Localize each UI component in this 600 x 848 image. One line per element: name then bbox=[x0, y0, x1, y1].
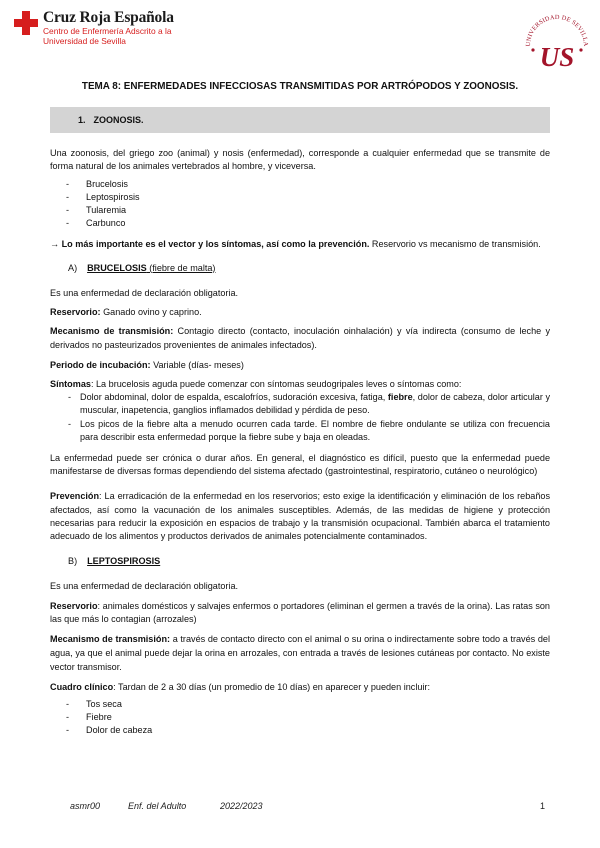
page-header bbox=[0, 0, 600, 72]
field-value: : animales domésticos y salvajes enfermos o portadores (eliminan el germen a través de la orina). Las ratas son las que más lo contagian (arrozales) bbox=[50, 600, 550, 625]
subsection-letter: B) bbox=[68, 556, 78, 567]
field-label: Mecanismo de transmisión: bbox=[50, 326, 174, 337]
field-value: Variable (días- meses) bbox=[150, 359, 244, 370]
field-value: : Tardan de 2 a 30 días (un promedio de 10 días) en aparecer y pueden incluir: bbox=[113, 681, 430, 692]
leptospirosis-mecanismo bbox=[50, 633, 550, 674]
red-cross-icon bbox=[14, 11, 38, 35]
leptospirosis-declaracion: Es una enfermedad de declaración obligatoria. bbox=[50, 581, 239, 592]
document-body bbox=[50, 80, 550, 745]
key-point-paragraph bbox=[50, 238, 550, 251]
subsection-name: LEPTOSPIROSIS bbox=[87, 556, 161, 567]
subsection-heading-brucelosis bbox=[50, 262, 550, 275]
cruz-roja-text bbox=[43, 9, 174, 46]
key-point-bold: Lo más importante es el vector y los síntomas, así como la prevención. bbox=[61, 239, 370, 250]
list-item: - Tos seca bbox=[50, 698, 550, 711]
field-value: Contagio directo (contacto, inoculación oinhalación) y vía indirecta (consumo de leche y derivados no pasteurizados provenientes de animales infectados). bbox=[50, 326, 550, 351]
document-title: TEMA 8: ENFERMEDADES INFECCIOSAS TRANSMITIDAS POR ARTRÓPODOS Y ZOONOSIS. bbox=[81, 81, 519, 92]
page-number: 1 bbox=[540, 801, 546, 811]
org-name: Cruz Roja Española bbox=[43, 9, 174, 26]
org-subtitle-line1: Centro de Enfermería Adscrito a la bbox=[43, 26, 172, 36]
univ-monogram: US bbox=[539, 42, 575, 72]
list-item: - Dolor de cabeza bbox=[50, 724, 550, 737]
zoonosis-list bbox=[50, 178, 550, 231]
list-item: - Brucelosis bbox=[50, 178, 550, 191]
universidad-sevilla-logo bbox=[522, 6, 592, 72]
field-value: : La brucelosis aguda puede comenzar con síntomas seudogripales leves o síntomas como: bbox=[90, 379, 462, 390]
brucelosis-prevencion bbox=[50, 490, 550, 543]
brucelosis-cronica: La enfermedad puede ser crónica o durar años. En general, el diagnóstico es difícil, puesto que la enfermedad puede manifestarse de diversas formas dependiendo del sistema afectado (gastrointestinal, respiratorio, cutáneo o neurológico) bbox=[50, 453, 550, 477]
field-label: Prevención bbox=[50, 491, 100, 502]
subsection-name: BRUCELOSIS bbox=[87, 262, 147, 273]
intro-paragraph: Una zoonosis, del griego zoo (animal) y nosis (enfermedad), corresponde a cualquier enfermedad que se transmite de forma natural de los animales vertebrados al hombre, y viceversa. bbox=[50, 148, 550, 172]
univ-arc-text: UNIVERSIDAD DE SEVILLA bbox=[524, 13, 590, 47]
list-item: - Leptospirosis bbox=[50, 191, 550, 204]
field-label: Cuadro clínico bbox=[50, 681, 114, 692]
list-item: - Tularemia bbox=[50, 204, 550, 217]
field-value: : La erradicación de la enfermedad en los reservorios; esto exige la identificación y eliminación de los rebaños afectados, así como la vacunación de los animales susceptibles. Además, de las medidas de higiene y protección necesarias para reducir la exposición en espacios de trabajo y la transmisión ocupacional. También abarca el tratamiento adecuado de los alimentos y productos derivados de animales potencialmente contaminados. bbox=[50, 491, 550, 542]
arrow-icon: → bbox=[50, 239, 60, 250]
brucelosis-sintomas bbox=[50, 378, 550, 391]
key-point-rest: Reservorio vs mecanismo de transmisión. bbox=[369, 239, 541, 250]
subsection-letter: A) bbox=[68, 262, 78, 273]
brucelosis-incubacion bbox=[50, 359, 550, 372]
footer-year: 2022/2023 bbox=[220, 801, 263, 811]
field-value: a través de contacto directo con el animal o su orina o indirectamente sobre todo a través del agua, ya que el animal puede dejar la orina en arrozales, con entrada a través de lesiones cutáneas por contacto. No existe vector transmisor. bbox=[50, 634, 550, 672]
field-label: Mecanismo de transmisión: bbox=[50, 634, 171, 645]
field-label: Reservorio: bbox=[50, 307, 101, 318]
subsection-heading-leptospirosis bbox=[50, 555, 550, 568]
sintomas-list bbox=[50, 391, 550, 444]
subsection-extra: (fiebre de malta) bbox=[146, 262, 216, 273]
cruz-roja-logo bbox=[14, 9, 174, 46]
field-value: Ganado ovino y caprino. bbox=[100, 307, 202, 318]
field-label: Reservorio bbox=[50, 600, 98, 611]
list-item: - Fiebre bbox=[50, 711, 550, 724]
list-item: - Carbunco bbox=[50, 217, 550, 230]
field-label: Síntomas bbox=[50, 379, 91, 390]
list-item: - Los picos de la fiebre alta a menudo ocurren cada tarde. El nombre de fiebre ondulante se utiliza con frecuencia para describir esta enfermedad porque la fiebre sube y baja en oleadas. bbox=[50, 418, 550, 444]
section-label: ZOONOSIS. bbox=[93, 114, 144, 125]
field-label: Periodo de incubación: bbox=[50, 359, 151, 370]
brucelosis-mecanismo bbox=[50, 325, 550, 353]
footer-subject: Enf. del Adulto bbox=[128, 801, 187, 811]
section-heading-zoonosis bbox=[50, 107, 550, 133]
brucelosis-reservorio bbox=[50, 306, 550, 319]
cuadro-list bbox=[50, 698, 550, 738]
brucelosis-declaracion: Es una enfermedad de declaración obligatoria. bbox=[50, 287, 239, 298]
list-item: - Dolor abdominal, dolor de espalda, escalofríos, sudoración excesiva, fatiga, fiebre, dolor de cabeza, dolor articular y muscular, inapetencia, ganglios inflamados debilidad y pérdida de peso. bbox=[50, 391, 550, 417]
section-number: 1. bbox=[78, 114, 86, 125]
org-subtitle-line2: Universidad de Sevilla bbox=[43, 36, 126, 46]
leptospirosis-reservorio bbox=[50, 600, 550, 628]
footer-author: asmr00 bbox=[70, 801, 101, 811]
leptospirosis-cuadro bbox=[50, 681, 550, 694]
